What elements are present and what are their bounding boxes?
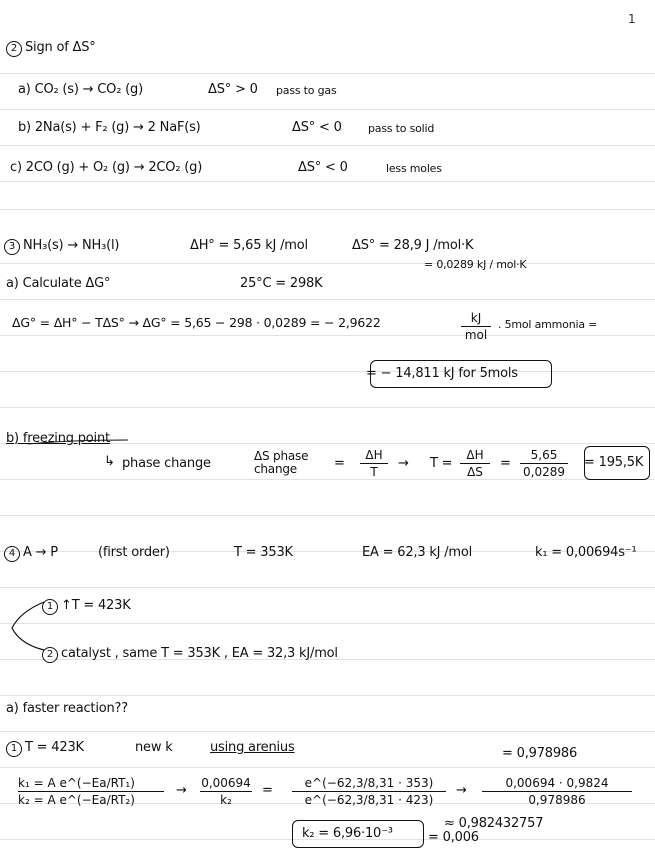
fraction-denominator: ΔS (467, 465, 483, 479)
unit-numerator: kJ (470, 311, 482, 325)
sec3-b-sub: phase change (122, 456, 211, 471)
ratio-numerator: k₁ = A e^(−Ea/RT₁) (18, 776, 135, 790)
fraction-denominator: e^(−62,3/8,31 · 423) (304, 793, 434, 807)
sec4-reaction: A → P (23, 545, 58, 560)
fraction-denominator: 0,0289 (523, 465, 565, 479)
freezing-underline (28, 440, 128, 444)
sec3-entropy-kj: = 0,0289 kJ / mol·K (424, 258, 527, 271)
sec3-gibbs-result: = − 14,811 kJ for 5mols (366, 366, 518, 381)
t-label: T = (430, 456, 453, 471)
k2-result: k₂ = 6,96·10⁻³ (302, 826, 393, 841)
freezing-result: = 195,5K (584, 455, 644, 470)
sec2-a-note: pass to gas (276, 84, 337, 97)
sec3-b-label: b) freezing point (6, 431, 110, 446)
unit-denominator: mol (464, 328, 488, 342)
section-2-title: Sign of ΔS° (25, 40, 96, 55)
sec2-c-equation: c) 2CO (g) + O₂ (g) → 2CO₂ (g) (10, 160, 203, 175)
sec4-a-label: a) faster reaction?? (6, 701, 128, 716)
step-1-text: T = 423K (25, 740, 84, 755)
equals-sign: = (334, 456, 345, 471)
fraction-denominator: 0,978986 (528, 793, 586, 807)
option-bracket (12, 602, 44, 650)
page-number: 1 (628, 12, 636, 26)
fraction-numerator: ΔH (365, 448, 383, 462)
option-2-text: catalyst , same T = 353K , EA = 32,3 kJ/mol (61, 646, 338, 661)
sec4-temperature: T = 353K (234, 545, 293, 560)
sec3-entropy: ΔS° = 28,9 J /mol·K (352, 238, 474, 253)
fraction-numerator: 0,00694 · 0,9824 (505, 776, 609, 790)
fraction-numerator: ΔH (466, 448, 484, 462)
section-number-4: 4 (4, 546, 20, 562)
arrow: → (176, 783, 187, 798)
sec3-a-label: a) Calculate ΔG° (6, 276, 111, 291)
sec2-b-equation: b) 2Na(s) + F₂ (g) → 2 NaF(s) (18, 120, 201, 135)
exponential-value: = 0,978986 (502, 746, 578, 761)
fraction-numerator: 5,65 (530, 448, 558, 462)
fraction-denominator: T (370, 465, 378, 479)
sec3-ds-phase: ΔS phase change (254, 449, 309, 476)
sec3-enthalpy: ΔH° = 5,65 kJ /mol (190, 238, 308, 253)
fraction-denominator: k₂ (220, 793, 232, 807)
sec3-gibbs-calculation: ΔG° = ΔH° − TΔS° → ΔG° = 5,65 − 298 · 0,0289 = − 2,9622 (12, 315, 381, 330)
section-number-2: 2 (6, 41, 22, 57)
k2-approx: = 0,006 (428, 830, 479, 845)
arrow: → (398, 456, 409, 471)
sec2-a-equation: a) CO₂ (s) → CO₂ (g) (18, 82, 143, 97)
sec4-step-note: new k (135, 740, 173, 755)
sec4-order: (first order) (98, 545, 170, 560)
ratio-denominator: k₂ = A e^(−Ea/RT₂) (18, 793, 135, 807)
approx-value: ≈ 0,982432757 (444, 816, 544, 831)
sec4-step-note-2: using arenius (210, 740, 295, 755)
equals-sign: = (500, 456, 511, 471)
step-number-1: 1 (6, 741, 22, 757)
option-number-2: 2 (42, 647, 58, 663)
sec2-c-note: less moles (386, 162, 442, 175)
sec3-moles: . 5mol ammonia = (498, 318, 598, 331)
sec2-c-entropy: ΔS° < 0 (298, 160, 348, 175)
sec2-a-entropy: ΔS° > 0 (208, 82, 258, 97)
sec4-rate-constant: k₁ = 0,00694s⁻¹ (535, 545, 637, 560)
equals-sign: = (262, 783, 273, 798)
fraction-numerator: 0,00694 (201, 776, 251, 790)
sec3-reaction: NH₃(s) → NH₃(l) (23, 238, 120, 253)
sec2-b-entropy: ΔS° < 0 (292, 120, 342, 135)
option-number-1: 1 (42, 599, 58, 615)
section-number-3: 3 (4, 239, 20, 255)
sec4-activation-energy: EA = 62,3 kJ /mol (362, 545, 473, 560)
arrow: → (456, 783, 467, 798)
sec2-b-note: pass to solid (368, 122, 435, 135)
option-1-text: ↑T = 423K (61, 598, 131, 613)
sec3-temperature: 25°C = 298K (240, 276, 323, 291)
phase-change-arrow: ↳ (104, 454, 115, 469)
fraction-numerator: e^(−62,3/8,31 · 353) (304, 776, 434, 790)
